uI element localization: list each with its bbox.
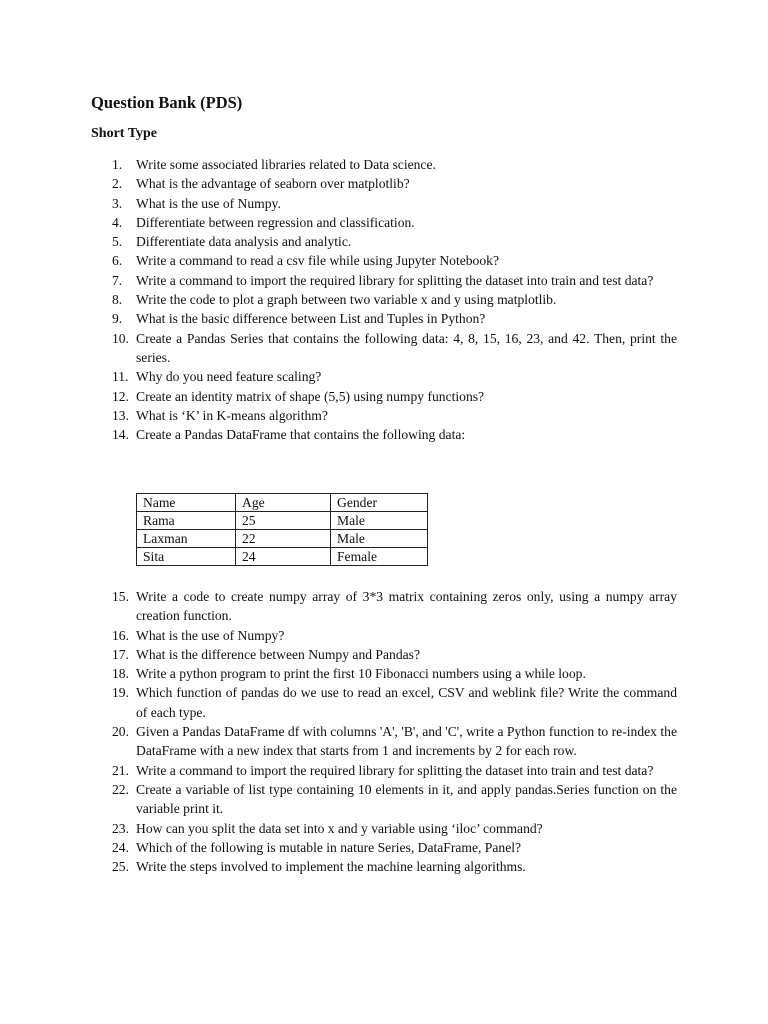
- question-number: 8.: [112, 292, 123, 308]
- table-cell: 24: [236, 548, 331, 566]
- question-number: 11.: [112, 369, 129, 385]
- question-item: [112, 387, 677, 406]
- question-text: Write a code to create numpy array of 3*3 matrix containing zeros only, using a numpy array creation function.: [136, 589, 677, 624]
- question-list-part2: [112, 587, 677, 876]
- question-item: [112, 587, 677, 626]
- question-text: Given a Pandas DataFrame df with columns 'A', 'B', and 'C', write a Python function to re-index the DataFrame with a new index that starts from 1 and increments by 2 for each row.: [136, 724, 677, 759]
- question-number: 22.: [112, 781, 129, 797]
- question-number: 9.: [112, 311, 123, 327]
- table-cell: 22: [236, 530, 331, 548]
- question-item: [112, 309, 677, 328]
- question-text: Write a python program to print the first 10 Fibonacci numbers using a while loop.: [136, 666, 586, 682]
- question-item: [112, 232, 677, 251]
- question-item: [112, 367, 677, 386]
- question-number: 2.: [112, 176, 123, 192]
- question-number: 7.: [112, 272, 123, 288]
- question-list-part1: [112, 155, 677, 444]
- question-item: [112, 290, 677, 309]
- question-number: 5.: [112, 234, 123, 250]
- section-heading: Short Type: [91, 126, 157, 141]
- table-header-cell: Name: [137, 494, 236, 512]
- table-cell: Male: [331, 530, 428, 548]
- question-number: 4.: [112, 214, 123, 230]
- question-item: [112, 406, 677, 425]
- question-text: Why do you need feature scaling?: [136, 369, 322, 385]
- question-text: What is the basic difference between List and Tuples in Python?: [136, 311, 486, 327]
- question-number: 12.: [112, 388, 129, 404]
- question-text: What is the use of Numpy.: [136, 195, 281, 211]
- question-text: Write a command to read a csv file while using Jupyter Notebook?: [136, 253, 499, 269]
- question-text: What is the advantage of seaborn over matplotlib?: [136, 176, 410, 192]
- table-header-cell: Age: [236, 494, 331, 512]
- question-text: Write a command to import the required library for splitting the dataset into train and test data?: [136, 762, 654, 778]
- question-number: 18.: [112, 666, 129, 682]
- question-number: 19.: [112, 685, 129, 701]
- question-text: Differentiate data analysis and analytic.: [136, 234, 352, 250]
- question-item: [112, 857, 677, 876]
- table-cell: 25: [236, 512, 331, 530]
- question-number: 25.: [112, 859, 129, 875]
- question-item: [112, 683, 677, 722]
- question-item: [112, 194, 677, 213]
- question-number: 16.: [112, 627, 129, 643]
- table-cell: Rama: [137, 512, 236, 530]
- question-text: Which function of pandas do we use to read an excel, CSV and weblink file? Write the command of each type.: [136, 685, 677, 720]
- question-text: Create a Pandas Series that contains the following data: 4, 8, 15, 16, 23, and 42. Then, print the series.: [136, 330, 677, 365]
- question-item: [112, 838, 677, 857]
- question-item: [112, 645, 677, 664]
- question-text: What is the use of Numpy?: [136, 627, 285, 643]
- question-text: What is ‘K’ in K-means algorithm?: [136, 407, 328, 423]
- question-item: [112, 155, 677, 174]
- table-header-row: [137, 494, 428, 512]
- question-number: 13.: [112, 407, 129, 423]
- table-header-cell: Gender: [331, 494, 428, 512]
- question-number: 1.: [112, 157, 123, 172]
- document-title: Question Bank (PDS): [91, 93, 243, 112]
- table-row: [137, 512, 428, 530]
- question-number: 23.: [112, 820, 129, 836]
- question-number: 10.: [112, 330, 129, 346]
- question-text: Create a Pandas DataFrame that contains the following data:: [136, 427, 466, 443]
- question-item: [112, 329, 677, 368]
- question-text: Which of the following is mutable in nature Series, DataFrame, Panel?: [136, 839, 522, 855]
- question-number: 14.: [112, 427, 129, 443]
- question-text: Create a variable of list type containing 10 elements in it, and apply pandas.Series function on the variable print it.: [136, 781, 677, 817]
- question-item: [112, 761, 677, 780]
- question-text: Write a command to import the required library for splitting the dataset into train and test data?: [136, 272, 654, 288]
- question-item: [112, 251, 677, 270]
- dataframe-table: [136, 493, 428, 566]
- question-text: Differentiate between regression and classification.: [136, 214, 415, 230]
- question-item: [112, 664, 677, 683]
- table-cell: Sita: [137, 548, 236, 566]
- question-item: [112, 174, 677, 193]
- question-item: [112, 271, 677, 290]
- question-text: Write some associated libraries related to Data science.: [136, 157, 436, 172]
- question-text: Write the steps involved to implement the machine learning algorithms.: [136, 859, 526, 875]
- question-text: How can you split the data set into x and y variable using ‘iloc’ command?: [136, 820, 543, 836]
- table-cell: Female: [331, 548, 428, 566]
- question-number: 21.: [112, 762, 129, 778]
- table-row: [137, 548, 428, 566]
- question-number: 17.: [112, 646, 129, 662]
- question-number: 24.: [112, 839, 129, 855]
- question-item: [112, 722, 677, 761]
- question-text: What is the difference between Numpy and Pandas?: [136, 646, 420, 662]
- question-item: [112, 780, 677, 819]
- question-item: [112, 213, 677, 232]
- question-text: Write the code to plot a graph between two variable x and y using matplotlib.: [136, 292, 557, 308]
- table-cell: Laxman: [137, 530, 236, 548]
- table-row: [137, 530, 428, 548]
- question-text: Create an identity matrix of shape (5,5) using numpy functions?: [136, 388, 485, 404]
- question-item: [112, 819, 677, 838]
- question-number: 3.: [112, 195, 123, 211]
- table-cell: Male: [331, 512, 428, 530]
- question-number: 6.: [112, 253, 123, 269]
- question-item: [112, 626, 677, 645]
- question-number: 15.: [112, 589, 129, 604]
- question-number: 20.: [112, 724, 129, 740]
- question-item: [112, 425, 677, 444]
